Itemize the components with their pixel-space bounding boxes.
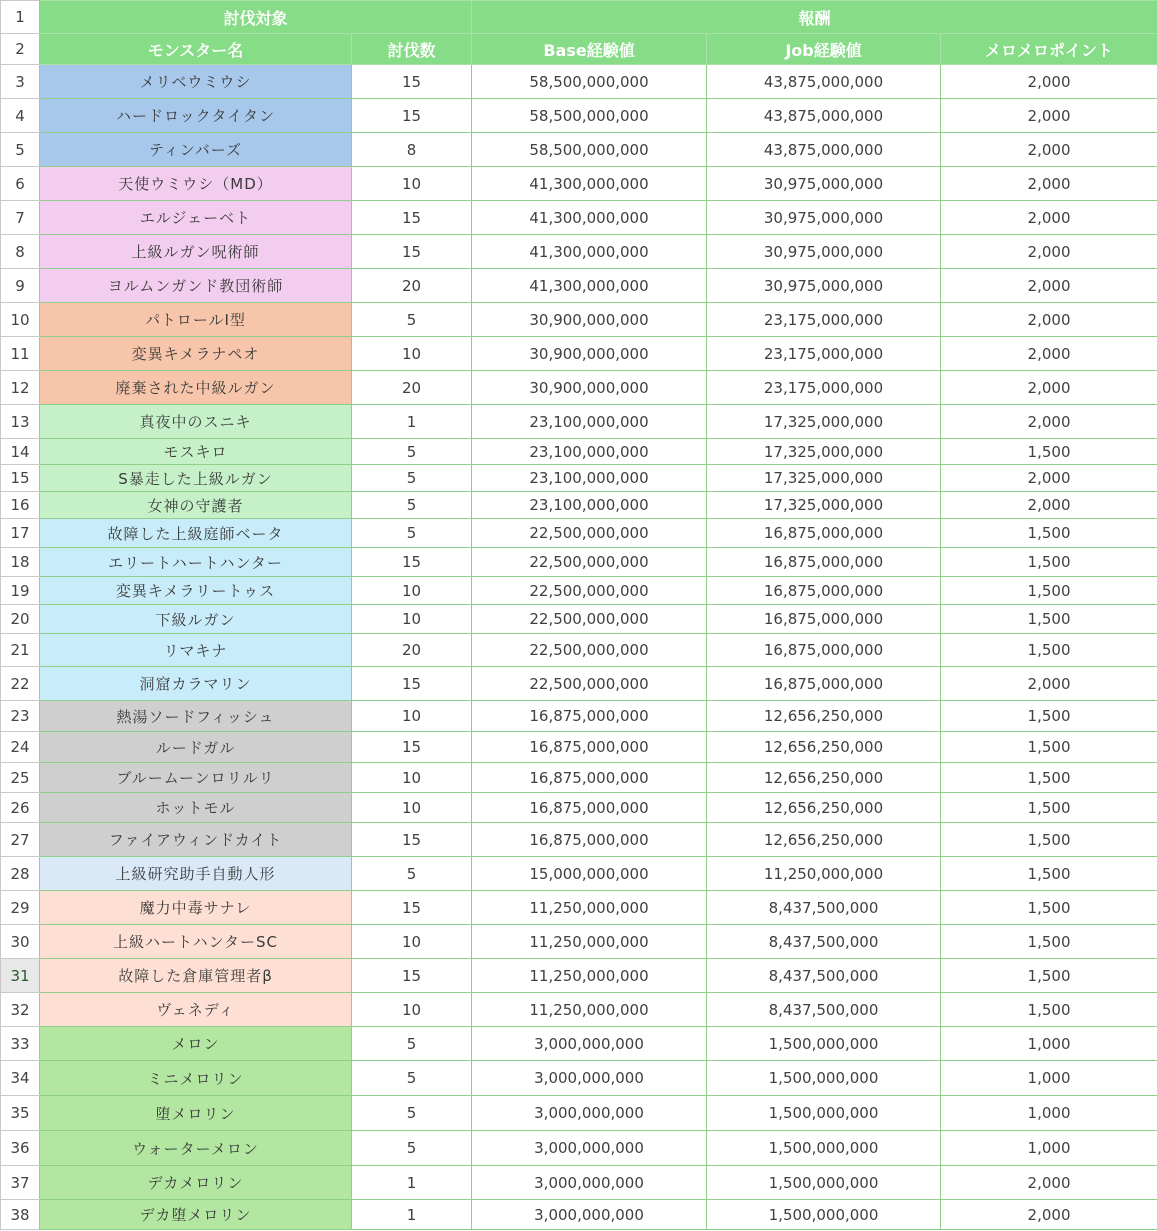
- job-exp-cell[interactable]: 23,175,000,000: [707, 337, 941, 371]
- base-exp-cell[interactable]: 22,500,000,000: [472, 519, 707, 548]
- melo-point-cell[interactable]: 1,000: [941, 1027, 1157, 1061]
- row-number[interactable]: 7: [1, 201, 40, 235]
- table-row: [1, 1096, 1157, 1131]
- table-row: [1, 667, 1157, 701]
- base-exp-cell[interactable]: 16,875,000,000: [472, 793, 707, 823]
- table-row: [1, 371, 1157, 405]
- job-exp-cell[interactable]: 17,325,000,000: [707, 439, 941, 465]
- job-exp-cell[interactable]: 1,500,000,000: [707, 1027, 941, 1061]
- table-row: [1, 465, 1157, 492]
- kill-count-cell[interactable]: 15: [352, 65, 472, 99]
- monster-name-cell[interactable]: 変異キメラナペオ: [40, 337, 352, 371]
- monster-name-cell[interactable]: ハードロックタイタン: [40, 99, 352, 133]
- table-row: [1, 1061, 1157, 1096]
- job-exp-cell[interactable]: 30,975,000,000: [707, 201, 941, 235]
- melo-point-cell[interactable]: 1,000: [941, 1096, 1157, 1131]
- melo-point-cell[interactable]: 2,000: [941, 303, 1157, 337]
- job-exp-cell[interactable]: 23,175,000,000: [707, 371, 941, 405]
- melo-point-cell[interactable]: 2,000: [941, 133, 1157, 167]
- melo-point-cell[interactable]: 1,500: [941, 763, 1157, 793]
- monster-name-cell[interactable]: ティンバーズ: [40, 133, 352, 167]
- job-exp-cell[interactable]: 1,500,000,000: [707, 1131, 941, 1166]
- table-row: [1, 235, 1157, 269]
- row-number[interactable]: 14: [1, 439, 40, 465]
- table-row: [1, 732, 1157, 763]
- row-number[interactable]: 19: [1, 577, 40, 605]
- table-row: [1, 1027, 1157, 1061]
- row-number[interactable]: 20: [1, 605, 40, 634]
- row-number[interactable]: 34: [1, 1061, 40, 1096]
- base-exp-cell[interactable]: 22,500,000,000: [472, 548, 707, 577]
- base-exp-cell[interactable]: 23,100,000,000: [472, 492, 707, 519]
- group-header-reward[interactable]: 報酬: [472, 1, 1157, 34]
- base-exp-cell[interactable]: 11,250,000,000: [472, 993, 707, 1027]
- job-exp-cell[interactable]: 8,437,500,000: [707, 891, 941, 925]
- base-exp-cell[interactable]: 16,875,000,000: [472, 763, 707, 793]
- kill-count-cell[interactable]: 10: [352, 993, 472, 1027]
- job-exp-cell[interactable]: 12,656,250,000: [707, 763, 941, 793]
- kill-count-cell[interactable]: 10: [352, 701, 472, 732]
- kill-count-cell[interactable]: 15: [352, 959, 472, 993]
- base-exp-cell[interactable]: 3,000,000,000: [472, 1096, 707, 1131]
- row-number[interactable]: 35: [1, 1096, 40, 1131]
- monster-name-cell[interactable]: デカメロリン: [40, 1166, 352, 1200]
- monster-name-cell[interactable]: ヴェネディ: [40, 993, 352, 1027]
- kill-count-cell[interactable]: 15: [352, 891, 472, 925]
- row-number[interactable]: 4: [1, 99, 40, 133]
- melo-point-cell[interactable]: 1,500: [941, 993, 1157, 1027]
- job-exp-cell[interactable]: 17,325,000,000: [707, 492, 941, 519]
- base-exp-cell[interactable]: 11,250,000,000: [472, 925, 707, 959]
- table-row: [1, 993, 1157, 1027]
- table-row: [1, 605, 1157, 634]
- job-exp-cell[interactable]: 30,975,000,000: [707, 167, 941, 201]
- monster-name-cell[interactable]: ウォーターメロン: [40, 1131, 352, 1166]
- melo-point-cell[interactable]: 1,500: [941, 823, 1157, 857]
- monster-name-cell[interactable]: 上級ハートハンターSC: [40, 925, 352, 959]
- row-number[interactable]: 2: [1, 34, 40, 65]
- melo-point-cell[interactable]: 2,000: [941, 492, 1157, 519]
- job-exp-cell[interactable]: 12,656,250,000: [707, 823, 941, 857]
- base-exp-cell[interactable]: 23,100,000,000: [472, 465, 707, 492]
- job-exp-cell[interactable]: 8,437,500,000: [707, 925, 941, 959]
- table-row: [1, 763, 1157, 793]
- monster-name-cell[interactable]: ホットモル: [40, 793, 352, 823]
- table-row: [1, 823, 1157, 857]
- melo-point-cell[interactable]: 1,500: [941, 439, 1157, 465]
- row-number[interactable]: 37: [1, 1166, 40, 1200]
- kill-count-cell[interactable]: 10: [352, 605, 472, 634]
- job-exp-cell[interactable]: 16,875,000,000: [707, 519, 941, 548]
- base-exp-cell[interactable]: 22,500,000,000: [472, 605, 707, 634]
- base-exp-cell[interactable]: 3,000,000,000: [472, 1166, 707, 1200]
- row-number[interactable]: 25: [1, 763, 40, 793]
- table-row: [1, 99, 1157, 133]
- base-exp-cell[interactable]: 23,100,000,000: [472, 439, 707, 465]
- melo-point-cell[interactable]: 2,000: [941, 201, 1157, 235]
- job-exp-cell[interactable]: 12,656,250,000: [707, 701, 941, 732]
- monster-name-cell[interactable]: ファイアウィンドカイト: [40, 823, 352, 857]
- melo-point-cell[interactable]: 1,500: [941, 577, 1157, 605]
- table-row: [1, 891, 1157, 925]
- row-number[interactable]: 38: [1, 1200, 40, 1230]
- melo-point-cell[interactable]: 2,000: [941, 269, 1157, 303]
- table-row: [1, 167, 1157, 201]
- row-number[interactable]: 8: [1, 235, 40, 269]
- kill-count-cell[interactable]: 5: [352, 439, 472, 465]
- table-row: [1, 1131, 1157, 1166]
- kill-count-cell[interactable]: 15: [352, 823, 472, 857]
- monster-name-cell[interactable]: 洞窟カラマリン: [40, 667, 352, 701]
- monster-name-cell[interactable]: 天使ウミウシ（MD）: [40, 167, 352, 201]
- job-exp-cell[interactable]: 12,656,250,000: [707, 793, 941, 823]
- table-row: [1, 337, 1157, 371]
- kill-count-cell[interactable]: 20: [352, 634, 472, 667]
- row-number[interactable]: 36: [1, 1131, 40, 1166]
- base-exp-cell[interactable]: 22,500,000,000: [472, 667, 707, 701]
- row-number[interactable]: 12: [1, 371, 40, 405]
- melo-point-cell[interactable]: 2,000: [941, 337, 1157, 371]
- job-exp-cell[interactable]: 16,875,000,000: [707, 634, 941, 667]
- monster-name-cell[interactable]: 熱湯ソードフィッシュ: [40, 701, 352, 732]
- row-number[interactable]: 18: [1, 548, 40, 577]
- base-exp-cell[interactable]: 30,900,000,000: [472, 337, 707, 371]
- job-exp-cell[interactable]: 16,875,000,000: [707, 605, 941, 634]
- table-row: [1, 439, 1157, 465]
- kill-count-cell[interactable]: 15: [352, 667, 472, 701]
- melo-point-cell[interactable]: 2,000: [941, 167, 1157, 201]
- job-exp-cell[interactable]: 30,975,000,000: [707, 269, 941, 303]
- table-row: [1, 577, 1157, 605]
- job-exp-cell[interactable]: 43,875,000,000: [707, 99, 941, 133]
- kill-count-cell[interactable]: 20: [352, 269, 472, 303]
- job-exp-cell[interactable]: 17,325,000,000: [707, 405, 941, 439]
- column-header-melo-point[interactable]: メロメロポイント: [941, 34, 1157, 65]
- melo-point-cell[interactable]: 1,500: [941, 701, 1157, 732]
- melo-point-cell[interactable]: 1,500: [941, 891, 1157, 925]
- melo-point-cell[interactable]: 1,500: [941, 925, 1157, 959]
- base-exp-cell[interactable]: 3,000,000,000: [472, 1061, 707, 1096]
- melo-point-cell[interactable]: 2,000: [941, 1166, 1157, 1200]
- row-number[interactable]: 31: [1, 959, 40, 993]
- table-row: [1, 492, 1157, 519]
- column-header-base-exp[interactable]: Base経験値: [472, 34, 707, 65]
- row-number[interactable]: 21: [1, 634, 40, 667]
- kill-count-cell[interactable]: 5: [352, 857, 472, 891]
- base-exp-cell[interactable]: 41,300,000,000: [472, 201, 707, 235]
- kill-count-cell[interactable]: 1: [352, 405, 472, 439]
- kill-count-cell[interactable]: 5: [352, 465, 472, 492]
- column-header-name[interactable]: モンスター名: [40, 34, 352, 65]
- monster-name-cell[interactable]: 故障した上級庭師ベータ: [40, 519, 352, 548]
- melo-point-cell[interactable]: 1,500: [941, 857, 1157, 891]
- base-exp-cell[interactable]: 41,300,000,000: [472, 235, 707, 269]
- monster-name-cell[interactable]: メリベウミウシ: [40, 65, 352, 99]
- monster-name-cell[interactable]: モスキロ: [40, 439, 352, 465]
- job-exp-cell[interactable]: 23,175,000,000: [707, 303, 941, 337]
- table-row: [1, 519, 1157, 548]
- melo-point-cell[interactable]: 2,000: [941, 371, 1157, 405]
- monster-name-cell[interactable]: S暴走した上級ルガン: [40, 465, 352, 492]
- row-number[interactable]: 32: [1, 993, 40, 1027]
- monster-name-cell[interactable]: 堕メロリン: [40, 1096, 352, 1131]
- base-exp-cell[interactable]: 15,000,000,000: [472, 857, 707, 891]
- job-exp-cell[interactable]: 8,437,500,000: [707, 959, 941, 993]
- row-number[interactable]: 6: [1, 167, 40, 201]
- monster-name-cell[interactable]: ヨルムンガンド教団術師: [40, 269, 352, 303]
- monster-name-cell[interactable]: 廃棄された中級ルガン: [40, 371, 352, 405]
- kill-count-cell[interactable]: 20: [352, 371, 472, 405]
- monster-name-cell[interactable]: ブルームーンロリルリ: [40, 763, 352, 793]
- kill-count-cell[interactable]: 1: [352, 1166, 472, 1200]
- melo-point-cell[interactable]: 1,500: [941, 548, 1157, 577]
- row-number[interactable]: 3: [1, 65, 40, 99]
- column-header-job-exp[interactable]: Job経験値: [707, 34, 941, 65]
- kill-count-cell[interactable]: 5: [352, 1061, 472, 1096]
- row-number[interactable]: 27: [1, 823, 40, 857]
- kill-count-cell[interactable]: 15: [352, 201, 472, 235]
- base-exp-cell[interactable]: 3,000,000,000: [472, 1027, 707, 1061]
- melo-point-cell[interactable]: 2,000: [941, 235, 1157, 269]
- table-row: [1, 1200, 1157, 1230]
- row-number[interactable]: 11: [1, 337, 40, 371]
- table-row: [1, 133, 1157, 167]
- base-exp-cell[interactable]: 22,500,000,000: [472, 634, 707, 667]
- melo-point-cell[interactable]: 1,500: [941, 634, 1157, 667]
- base-exp-cell[interactable]: 22,500,000,000: [472, 577, 707, 605]
- job-exp-cell[interactable]: 17,325,000,000: [707, 465, 941, 492]
- table-row: [1, 793, 1157, 823]
- base-exp-cell[interactable]: 16,875,000,000: [472, 823, 707, 857]
- melo-point-cell[interactable]: 2,000: [941, 405, 1157, 439]
- kill-count-cell[interactable]: 5: [352, 519, 472, 548]
- row-number[interactable]: 33: [1, 1027, 40, 1061]
- table-row: [1, 857, 1157, 891]
- row-number[interactable]: 28: [1, 857, 40, 891]
- header-row-2: [1, 34, 1157, 65]
- base-exp-cell[interactable]: 30,900,000,000: [472, 303, 707, 337]
- row-number[interactable]: 13: [1, 405, 40, 439]
- base-exp-cell[interactable]: 23,100,000,000: [472, 405, 707, 439]
- monster-name-cell[interactable]: デカ堕メロリン: [40, 1200, 352, 1230]
- monster-name-cell[interactable]: 上級研究助手自動人形: [40, 857, 352, 891]
- kill-count-cell[interactable]: 5: [352, 303, 472, 337]
- melo-point-cell[interactable]: 2,000: [941, 99, 1157, 133]
- row-number[interactable]: 1: [1, 1, 40, 34]
- base-exp-cell[interactable]: 3,000,000,000: [472, 1131, 707, 1166]
- monster-name-cell[interactable]: 真夜中のスニキ: [40, 405, 352, 439]
- job-exp-cell[interactable]: 11,250,000,000: [707, 857, 941, 891]
- melo-point-cell[interactable]: 2,000: [941, 465, 1157, 492]
- kill-count-cell[interactable]: 10: [352, 763, 472, 793]
- table-row: [1, 548, 1157, 577]
- melo-point-cell[interactable]: 1,500: [941, 732, 1157, 763]
- melo-point-cell[interactable]: 1,000: [941, 1061, 1157, 1096]
- job-exp-cell[interactable]: 30,975,000,000: [707, 235, 941, 269]
- base-exp-cell[interactable]: 11,250,000,000: [472, 959, 707, 993]
- table-row: [1, 201, 1157, 235]
- column-header-count[interactable]: 討伐数: [352, 34, 472, 65]
- base-exp-cell[interactable]: 58,500,000,000: [472, 99, 707, 133]
- job-exp-cell[interactable]: 12,656,250,000: [707, 732, 941, 763]
- monster-name-cell[interactable]: パトロールⅠ型: [40, 303, 352, 337]
- kill-count-cell[interactable]: 1: [352, 1200, 472, 1230]
- row-number[interactable]: 29: [1, 891, 40, 925]
- table-row: [1, 303, 1157, 337]
- melo-point-cell[interactable]: 2,000: [941, 667, 1157, 701]
- job-exp-cell[interactable]: 1,500,000,000: [707, 1200, 941, 1230]
- kill-count-cell[interactable]: 8: [352, 133, 472, 167]
- kill-count-cell[interactable]: 10: [352, 793, 472, 823]
- group-header-target[interactable]: 討伐対象: [40, 1, 472, 34]
- table-row: [1, 959, 1157, 993]
- melo-point-cell[interactable]: 1,000: [941, 1131, 1157, 1166]
- row-number[interactable]: 17: [1, 519, 40, 548]
- table-row: [1, 1166, 1157, 1200]
- monster-name-cell[interactable]: ミニメロリン: [40, 1061, 352, 1096]
- melo-point-cell[interactable]: 2,000: [941, 1200, 1157, 1230]
- kill-count-cell[interactable]: 5: [352, 1096, 472, 1131]
- kill-count-cell[interactable]: 10: [352, 167, 472, 201]
- row-number[interactable]: 26: [1, 793, 40, 823]
- row-number[interactable]: 5: [1, 133, 40, 167]
- table-row: [1, 269, 1157, 303]
- base-exp-cell[interactable]: 41,300,000,000: [472, 167, 707, 201]
- row-number[interactable]: 23: [1, 701, 40, 732]
- row-number[interactable]: 24: [1, 732, 40, 763]
- monster-name-cell[interactable]: 女神の守護者: [40, 492, 352, 519]
- row-number[interactable]: 9: [1, 269, 40, 303]
- table-row: [1, 634, 1157, 667]
- monster-name-cell[interactable]: 上級ルガン呪術師: [40, 235, 352, 269]
- kill-count-cell[interactable]: 15: [352, 99, 472, 133]
- table-row: [1, 701, 1157, 732]
- melo-point-cell[interactable]: 1,500: [941, 605, 1157, 634]
- kill-count-cell[interactable]: 15: [352, 732, 472, 763]
- kill-count-cell[interactable]: 5: [352, 1131, 472, 1166]
- job-exp-cell[interactable]: 43,875,000,000: [707, 65, 941, 99]
- row-number[interactable]: 22: [1, 667, 40, 701]
- melo-point-cell[interactable]: 1,500: [941, 793, 1157, 823]
- base-exp-cell[interactable]: 41,300,000,000: [472, 269, 707, 303]
- monster-name-cell[interactable]: 魔力中毒サナレ: [40, 891, 352, 925]
- base-exp-cell[interactable]: 11,250,000,000: [472, 891, 707, 925]
- base-exp-cell[interactable]: 58,500,000,000: [472, 65, 707, 99]
- row-number[interactable]: 30: [1, 925, 40, 959]
- base-exp-cell[interactable]: 16,875,000,000: [472, 732, 707, 763]
- monster-name-cell[interactable]: 下級ルガン: [40, 605, 352, 634]
- melo-point-cell[interactable]: 2,000: [941, 65, 1157, 99]
- table-row: [1, 405, 1157, 439]
- monster-name-cell[interactable]: ルードガル: [40, 732, 352, 763]
- job-exp-cell[interactable]: 43,875,000,000: [707, 133, 941, 167]
- monster-name-cell[interactable]: 故障した倉庫管理者β: [40, 959, 352, 993]
- job-exp-cell[interactable]: 16,875,000,000: [707, 667, 941, 701]
- base-exp-cell[interactable]: 30,900,000,000: [472, 371, 707, 405]
- kill-count-cell[interactable]: 10: [352, 337, 472, 371]
- table-row: [1, 65, 1157, 99]
- kill-count-cell[interactable]: 5: [352, 492, 472, 519]
- melo-point-cell[interactable]: 1,500: [941, 959, 1157, 993]
- job-exp-cell[interactable]: 16,875,000,000: [707, 577, 941, 605]
- base-exp-cell[interactable]: 3,000,000,000: [472, 1200, 707, 1230]
- monster-name-cell[interactable]: エリートハートハンター: [40, 548, 352, 577]
- melo-point-cell[interactable]: 1,500: [941, 519, 1157, 548]
- monster-name-cell[interactable]: 変異キメラリートゥス: [40, 577, 352, 605]
- kill-count-cell[interactable]: 5: [352, 1027, 472, 1061]
- monster-name-cell[interactable]: リマキナ: [40, 634, 352, 667]
- row-number[interactable]: 16: [1, 492, 40, 519]
- job-exp-cell[interactable]: 8,437,500,000: [707, 993, 941, 1027]
- job-exp-cell[interactable]: 1,500,000,000: [707, 1166, 941, 1200]
- kill-count-cell[interactable]: 15: [352, 235, 472, 269]
- row-number[interactable]: 15: [1, 465, 40, 492]
- job-exp-cell[interactable]: 1,500,000,000: [707, 1061, 941, 1096]
- kill-count-cell[interactable]: 15: [352, 548, 472, 577]
- base-exp-cell[interactable]: 58,500,000,000: [472, 133, 707, 167]
- monster-name-cell[interactable]: エルジェーベト: [40, 201, 352, 235]
- base-exp-cell[interactable]: 16,875,000,000: [472, 701, 707, 732]
- job-exp-cell[interactable]: 1,500,000,000: [707, 1096, 941, 1131]
- row-number[interactable]: 10: [1, 303, 40, 337]
- kill-count-cell[interactable]: 10: [352, 925, 472, 959]
- table-row: [1, 925, 1157, 959]
- kill-count-cell[interactable]: 10: [352, 577, 472, 605]
- header-row-1: [1, 1, 1157, 34]
- monster-name-cell[interactable]: メロン: [40, 1027, 352, 1061]
- job-exp-cell[interactable]: 16,875,000,000: [707, 548, 941, 577]
